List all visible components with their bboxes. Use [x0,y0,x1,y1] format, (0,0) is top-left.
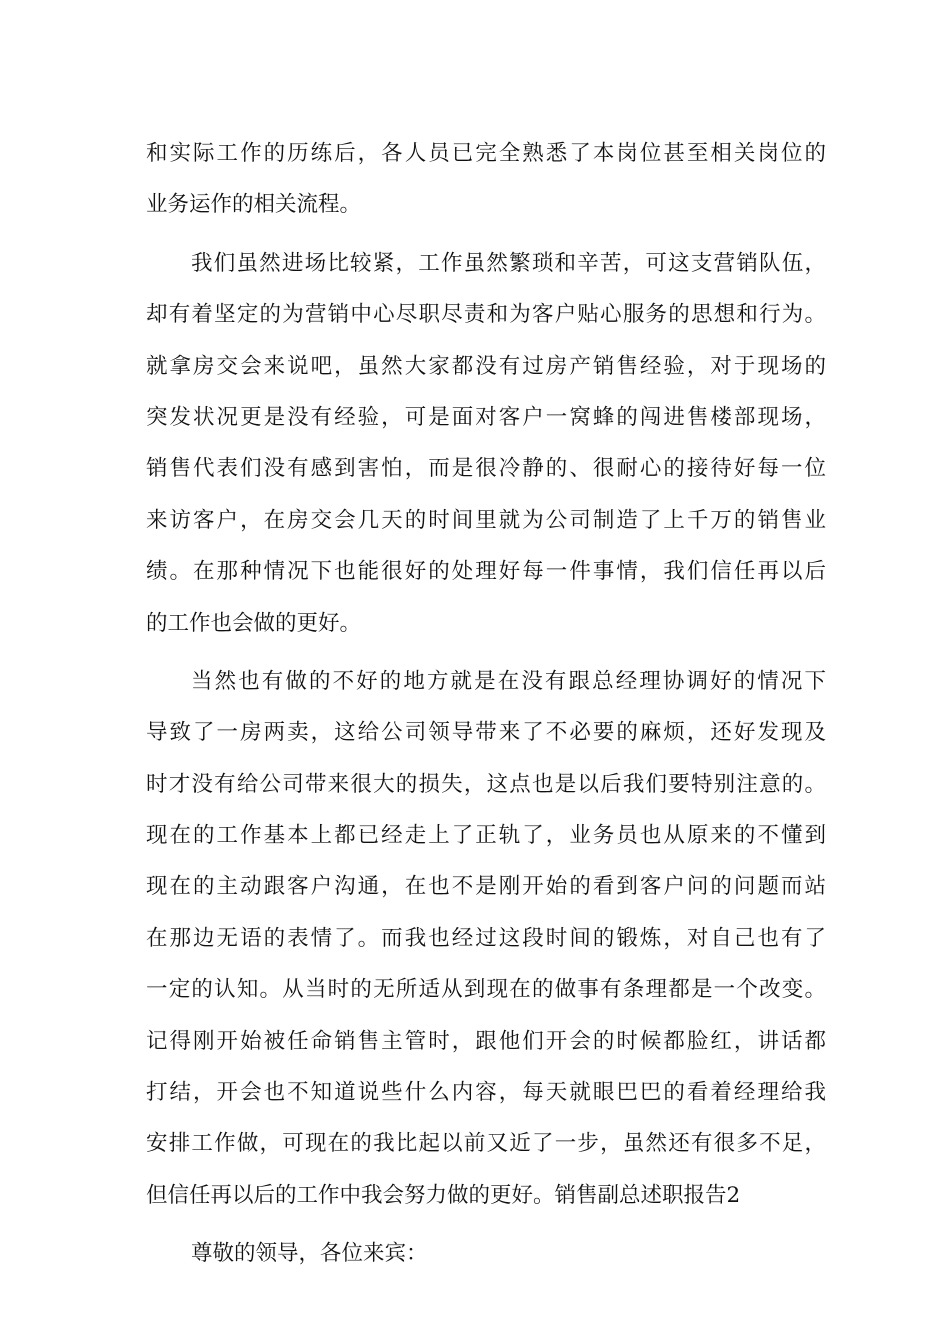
text-line: 就拿房交会来说吧，虽然大家都没有过房产销售经验，对于现场的 [146,353,826,379]
text-line: 来访客户，在房交会几天的时间里就为公司制造了上千万的销售业 [146,507,826,533]
body-text [146,128,826,1280]
text-line: 一定的认知。从当时的无所适从到现在的做事有条理都是一个改变。 [146,977,826,1003]
text-line: 安排工作做，可现在的我比起以前又近了一步，虽然还有很多不足， [146,1131,826,1157]
text-line: 的工作也会做的更好。 [146,610,362,636]
salutation-line: 尊敬的领导，各位来宾： [191,1241,428,1267]
text-line: 业务运作的相关流程。 [146,192,362,218]
text-line: 销售代表们没有感到害怕，而是很冷静的、很耐心的接待好每一位 [146,456,826,482]
text-line: 时才没有给公司带来很大的损失，这点也是以后我们要特别注意的。 [146,771,826,797]
text-line: 突发状况更是没有经验，可是面对客户一窝蜂的闯进售楼部现场， [146,404,826,430]
text-line: 却有着坚定的为营销中心尽职尽责和为客户贴心服务的思想和行为。 [146,302,826,328]
paragraph-start-line: 当然也有做的不好的地方就是在没有跟总经理协调好的情况下 [191,668,826,694]
text-line: 和实际工作的历练后，各人员已完全熟悉了本岗位甚至相关岗位的 [146,141,826,166]
text-line: 现在的主动跟客户沟通，在也不是刚开始的看到客户问的问题而站 [146,874,826,900]
paragraph-start-line: 我们虽然进场比较紧，工作虽然繁琐和辛苦，可这支营销队伍， [191,250,826,276]
text-line: 绩。在那种情况下也能很好的处理好每一件事情，我们信任再以后 [146,559,826,585]
text-line: 现在的工作基本上都已经走上了正轨了，业务员也从原来的不懂到 [146,823,826,849]
text-line: 但信任再以后的工作中我会努力做的更好。销售副总述职报告2 [146,1182,741,1208]
text-line: 导致了一房两卖，这给公司领导带来了不必要的麻烦，还好发现及 [146,720,826,746]
text-line: 记得刚开始被任命销售主管时，跟他们开会的时候都脸红，讲话都 [146,1028,826,1054]
text-line: 打结，开会也不知道说些什么内容，每天就眼巴巴的看着经理给我 [146,1080,826,1106]
text-line: 在那边无语的表情了。而我也经过这段时间的锻炼，对自己也有了 [146,925,826,951]
